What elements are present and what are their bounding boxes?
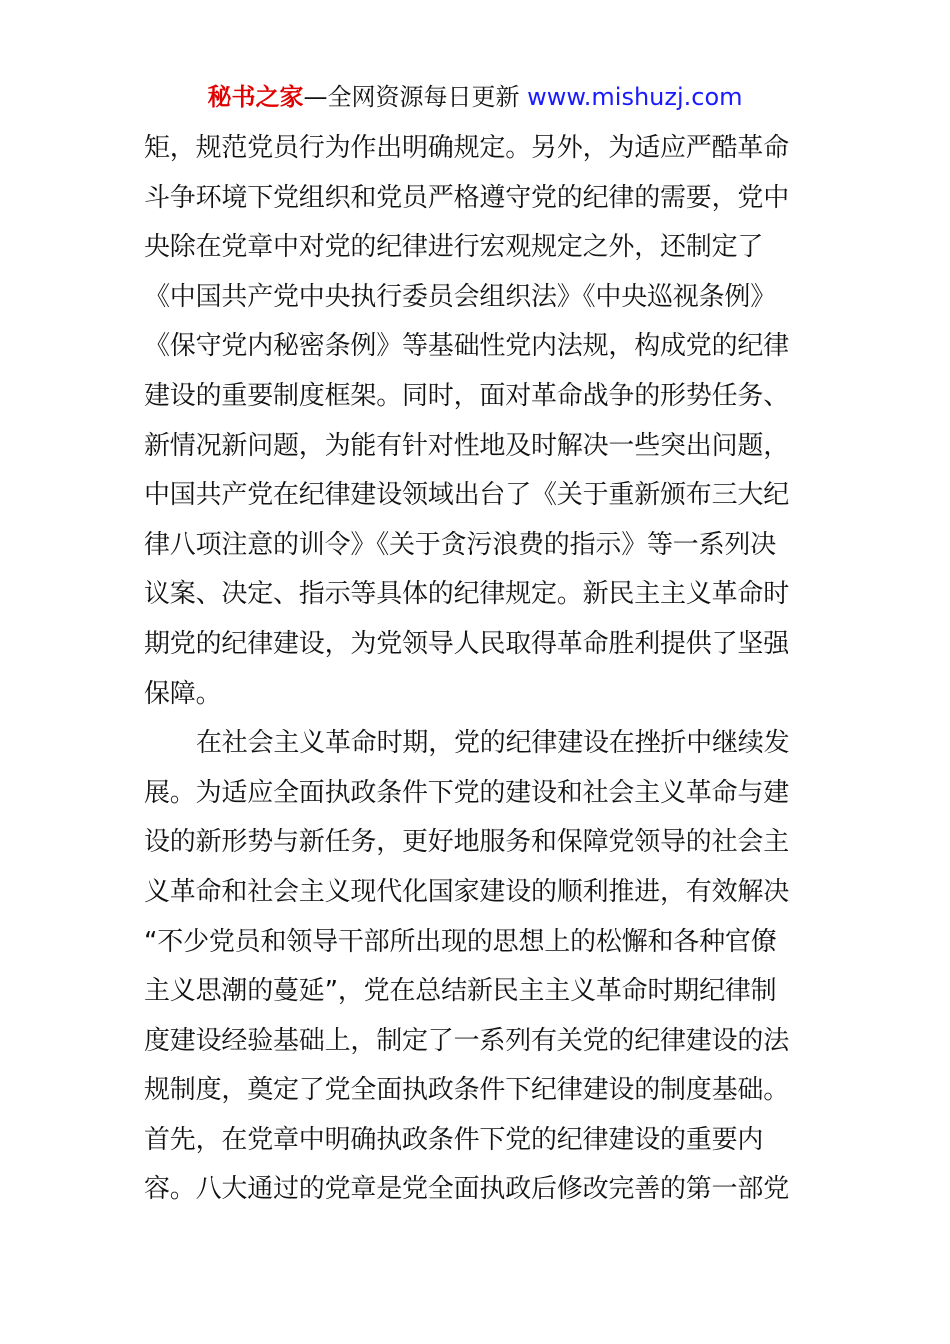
- text-line: 矩，规范党员行为作出明确规定。另外，为适应严酷革命: [144, 133, 790, 163]
- text-line: 期党的纪律建设，为党领导人民取得革命胜利提供了坚强: [144, 628, 790, 659]
- text-line: 《保守党内秘密条例》等基础性党内法规，构成党的纪律: [144, 331, 790, 362]
- text-line: 斗争环境下党组织和党员严格遵守党的纪律的需要，党中: [144, 182, 790, 213]
- text-line: “不少党员和领导干部所出现的思想上的松懈和各种官僚: [144, 926, 777, 957]
- text-line: 规制度，奠定了党全面执政条件下纪律建设的制度基础。: [144, 1075, 790, 1106]
- header-tagline: —全网资源每日更新: [303, 83, 520, 111]
- text-line: 义革命和社会主义现代化国家建设的顺利推进，有效解决: [144, 876, 790, 907]
- text-line: 容。八大通过的党章是党全面执政后修改完善的第一部党: [144, 1174, 790, 1205]
- site-header: [0, 80, 950, 114]
- text-line: 律八项注意的训令》《关于贪污浪费的指示》等一系列决: [144, 529, 777, 560]
- text-line: 设的新形势与新任务，更好地服务和保障党领导的社会主: [144, 827, 790, 858]
- text-line: 主义思潮的蔓延”，党在总结新民主主义革命时期纪律制: [144, 976, 777, 1007]
- text-line: 建设的重要制度框架。同时，面对革命战争的形势任务、: [144, 380, 790, 411]
- paragraph-first-line: 在社会主义革命时期，党的纪律建设在挫折中继续发: [196, 728, 790, 759]
- text-line: 保障。: [144, 678, 222, 709]
- text-line: 《中国共产党中央执行委员会组织法》《中央巡视条例》: [144, 281, 777, 312]
- text-line: 中国共产党在纪律建设领域出台了《关于重新颁布三大纪: [144, 480, 790, 511]
- text-line: 展。为适应全面执政条件下党的建设和社会主义革命与建: [144, 777, 790, 808]
- brand-name: 秘书之家: [207, 83, 304, 111]
- text-line: 议案、决定、指示等具体的纪律规定。新民主主义革命时: [144, 579, 790, 610]
- text-line: 度建设经验基础上，制定了一系列有关党的纪律建设的法: [144, 1025, 790, 1056]
- text-line: 新情况新问题，为能有针对性地及时解决一些突出问题，: [144, 430, 790, 461]
- text-line: 央除在党章中对党的纪律进行宏观规定之外，还制定了: [144, 232, 764, 263]
- site-url[interactable]: www.mishuzj.com: [527, 83, 743, 111]
- document-body: [144, 124, 808, 1215]
- text-line: 首先，在党章中明确执政条件下党的纪律建设的重要内: [144, 1124, 764, 1155]
